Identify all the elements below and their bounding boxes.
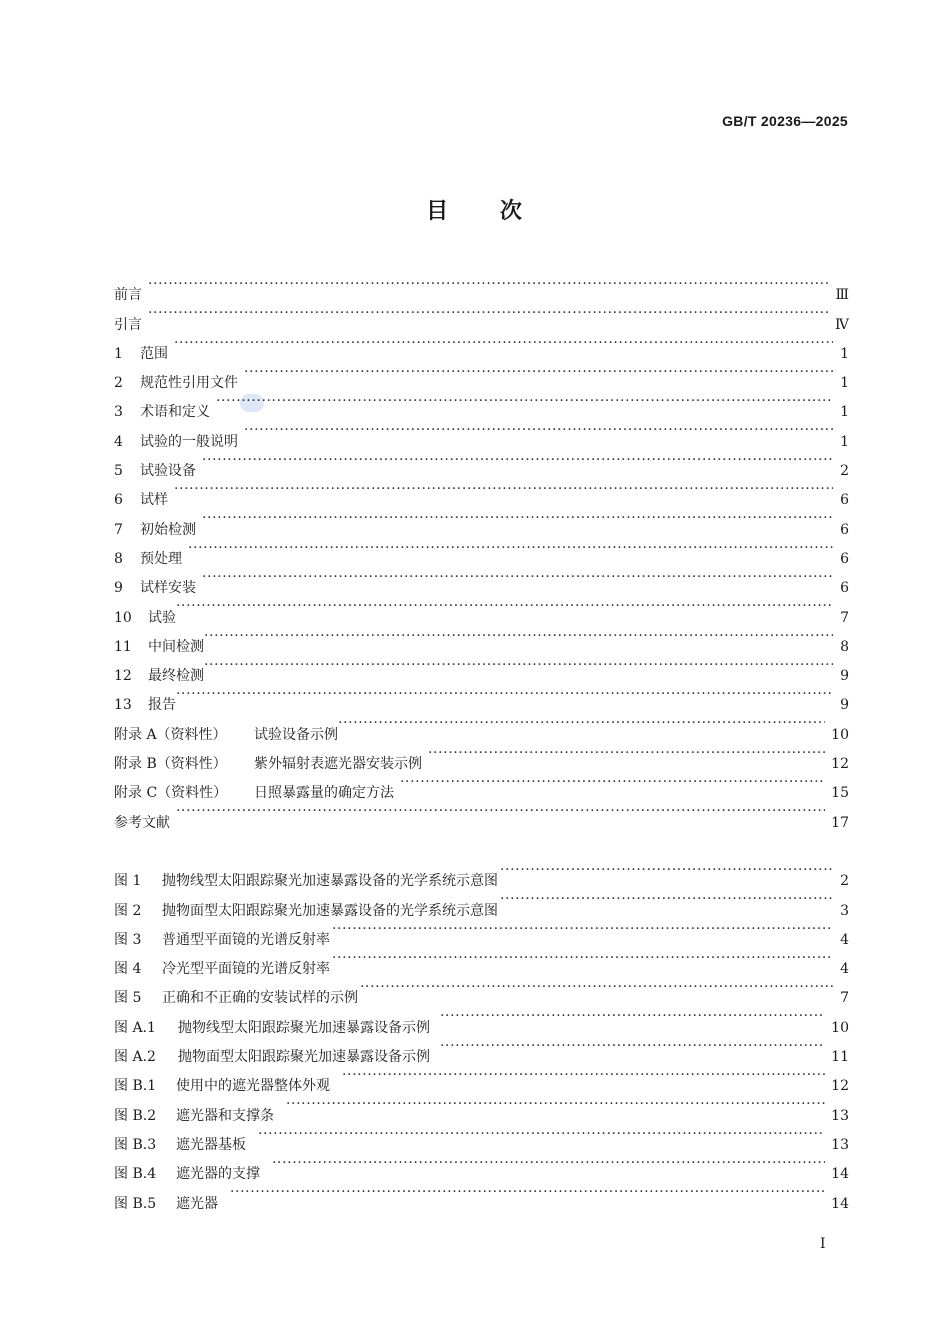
figure-item-number: 图 5 — [114, 990, 142, 1007]
page-title: 目 次 — [426, 199, 524, 224]
toc-leader-dots — [258, 1120, 825, 1149]
toc-item-label: 前言 — [114, 287, 142, 304]
toc-item-number: 11 — [114, 638, 132, 655]
toc-item[interactable] — [114, 329, 849, 362]
figure-item-label: 遮光器基板 — [176, 1136, 246, 1153]
figure-item-number: 图 4 — [114, 961, 142, 978]
figure-item-number: 图 B.3 — [114, 1136, 157, 1153]
toc-item-label: 初始检测 — [140, 521, 196, 538]
toc-item-label: 紫外辐射表遮光器安装示例 — [254, 756, 422, 773]
toc-leader-dots — [332, 944, 833, 973]
toc-item-label: 规范性引用文件 — [140, 375, 238, 392]
toc-item-page: 8 — [840, 638, 849, 655]
figure-item[interactable] — [114, 856, 849, 890]
figure-item-page: 2 — [840, 873, 849, 890]
figure-item-label: 使用中的遮光器整体外观 — [176, 1078, 330, 1095]
toc-item[interactable] — [114, 446, 849, 480]
toc-leader-dots — [500, 885, 833, 914]
toc-leader-dots — [244, 358, 833, 387]
toc-leader-dots — [230, 1178, 825, 1207]
figure-item-number: 图 B.4 — [114, 1166, 157, 1183]
toc-leader-dots — [188, 534, 833, 563]
toc-item-label: 术语和定义 — [140, 404, 210, 421]
toc-item[interactable] — [114, 299, 849, 333]
toc-item-page: 6 — [840, 492, 849, 509]
figure-item-number: 图 B.1 — [114, 1078, 157, 1095]
standard-code: GB/T 20236—2025 — [722, 113, 848, 129]
toc-item-page: 9 — [840, 668, 849, 685]
toc-item-label: 最终检测 — [148, 668, 204, 685]
toc-leader-dots — [202, 563, 833, 592]
toc-item-number: 附录 B（资料性） — [114, 756, 227, 773]
toc-item-page: 1 — [840, 375, 849, 392]
toc-leader-dots — [176, 592, 833, 621]
toc-item-label: 试验设备 — [140, 463, 196, 480]
toc-item-page: 6 — [840, 521, 849, 538]
toc-list — [114, 270, 849, 831]
toc-item[interactable] — [114, 680, 849, 714]
toc-leader-dots — [338, 709, 825, 738]
figure-item-label: 遮光器 — [176, 1195, 218, 1212]
toc-item[interactable] — [114, 270, 849, 304]
toc-item-number: 9 — [114, 580, 123, 597]
figure-item-label: 普通型平面镜的光谱反射率 — [162, 931, 330, 948]
toc-item-page: 6 — [840, 580, 849, 597]
toc-leader-dots — [500, 856, 833, 885]
figure-item-page: 13 — [831, 1107, 849, 1124]
toc-item-page: Ⅲ — [835, 287, 849, 304]
toc-leader-dots — [176, 797, 825, 826]
figure-item-number: 图 B.5 — [114, 1195, 157, 1212]
toc-item[interactable] — [114, 651, 849, 685]
toc-item-label: 引言 — [114, 316, 142, 333]
toc-item[interactable] — [114, 797, 849, 831]
figure-item-page: 10 — [831, 1019, 849, 1036]
figure-item-number: 图 B.2 — [114, 1107, 157, 1124]
figure-item-label: 遮光器和支撑条 — [176, 1107, 274, 1124]
toc-item[interactable] — [114, 592, 849, 626]
figure-item-page: 12 — [831, 1078, 849, 1095]
toc-item-label: 预处理 — [140, 550, 182, 567]
figure-item-number: 图 3 — [114, 931, 142, 948]
toc-item-page: 6 — [840, 550, 849, 567]
toc-leader-dots — [332, 915, 833, 944]
toc-leader-dots — [286, 1090, 825, 1119]
toc-item-number: 4 — [114, 433, 123, 450]
toc-item-number: 12 — [114, 668, 132, 685]
toc-item-page: Ⅳ — [835, 316, 849, 333]
toc-item-page: 17 — [831, 814, 849, 831]
toc-item[interactable] — [114, 563, 849, 597]
toc-item-label: 日照暴露量的确定方法 — [254, 785, 394, 802]
figure-item-label: 抛物线型太阳跟踪聚光加速暴露设备的光学系统示意图 — [162, 873, 498, 890]
toc-item-page: 2 — [840, 463, 849, 480]
figure-item-page: 7 — [840, 990, 849, 1007]
figure-list — [114, 856, 849, 1212]
toc-leader-dots — [176, 680, 833, 709]
figure-item-number: 图 1 — [114, 873, 142, 890]
figure-item-page: 13 — [831, 1136, 849, 1153]
figure-item-label: 抛物面型太阳跟踪聚光加速暴露设备示例 — [178, 1049, 430, 1066]
figure-item-page: 3 — [840, 902, 849, 919]
toc-item-label: 试验 — [148, 609, 176, 626]
toc-item[interactable] — [114, 358, 849, 392]
toc-item-label: 试验设备示例 — [254, 726, 338, 743]
page-number: I — [820, 1236, 826, 1252]
toc-item-number: 5 — [114, 463, 123, 480]
figure-item-page: 4 — [840, 931, 849, 948]
toc-item[interactable] — [114, 709, 849, 743]
toc-item[interactable] — [114, 534, 849, 567]
toc-item-number: 3 — [114, 404, 123, 421]
toc-item-label: 试验的一般说明 — [140, 433, 238, 450]
figure-item-number: 图 A.1 — [114, 1019, 156, 1036]
toc-item-page: 9 — [840, 697, 849, 714]
toc-item-label: 中间检测 — [148, 638, 204, 655]
toc-leader-dots — [204, 622, 833, 651]
toc-item-number: 7 — [114, 521, 123, 538]
toc-item[interactable] — [114, 622, 849, 655]
toc-item-number: 13 — [114, 697, 132, 714]
toc-item[interactable] — [114, 475, 849, 509]
figure-item-page: 14 — [831, 1195, 849, 1212]
toc-leader-dots — [204, 651, 833, 680]
toc-item-number: 1 — [114, 345, 123, 362]
toc-item[interactable] — [114, 416, 849, 450]
toc-leader-dots — [360, 973, 833, 1002]
toc-leader-dots — [148, 299, 829, 328]
toc-leader-dots — [272, 1149, 825, 1178]
toc-leader-dots — [148, 270, 829, 299]
toc-item-label: 试样 — [140, 492, 168, 509]
toc-item-page: 7 — [840, 609, 849, 626]
toc-item[interactable] — [114, 387, 849, 421]
toc-leader-dots — [216, 387, 833, 416]
figure-item-label: 遮光器的支撑 — [176, 1166, 260, 1183]
toc-item-page: 12 — [831, 756, 849, 773]
toc-item-number: 附录 C（资料性） — [114, 785, 228, 802]
toc-item-number: 10 — [114, 609, 132, 626]
toc-leader-dots — [174, 475, 833, 504]
toc-item-page: 1 — [840, 433, 849, 450]
toc-leader-dots — [244, 416, 833, 445]
toc-leader-dots — [174, 329, 833, 358]
toc-item-number: 8 — [114, 550, 123, 567]
toc-item-page: 10 — [831, 726, 849, 743]
toc-leader-dots — [202, 446, 833, 475]
figure-item-label: 正确和不正确的安装试样的示例 — [162, 990, 358, 1007]
figure-item-page: 11 — [831, 1049, 849, 1066]
figure-item-page: 14 — [831, 1166, 849, 1183]
toc-item[interactable] — [114, 504, 849, 538]
figure-item-page: 4 — [840, 961, 849, 978]
toc-item-label: 范围 — [140, 345, 168, 362]
figure-item-label: 抛物面型太阳跟踪聚光加速暴露设备的光学系统示意图 — [162, 902, 498, 919]
figure-item-label: 抛物线型太阳跟踪聚光加速暴露设备示例 — [178, 1019, 430, 1036]
toc-leader-dots — [400, 768, 825, 797]
toc-item-label: 试样安装 — [140, 580, 196, 597]
toc-item-page: 1 — [840, 345, 849, 362]
toc-leader-dots — [428, 739, 825, 768]
figure-item-number: 图 2 — [114, 902, 142, 919]
toc-item-page: 1 — [840, 404, 849, 421]
figure-item-number: 图 A.2 — [114, 1049, 156, 1066]
toc-item-label: 参考文献 — [114, 814, 170, 831]
toc-item-number: 附录 A（资料性） — [114, 726, 227, 743]
toc-leader-dots — [440, 1032, 825, 1061]
toc-item-number: 6 — [114, 492, 123, 509]
figure-item-label: 冷光型平面镜的光谱反射率 — [162, 961, 330, 978]
toc-leader-dots — [342, 1061, 825, 1090]
toc-item-page: 15 — [831, 785, 849, 802]
toc-item-number: 2 — [114, 375, 123, 392]
toc-leader-dots — [440, 1002, 825, 1031]
toc-leader-dots — [202, 504, 833, 533]
toc-item-label: 报告 — [148, 697, 176, 714]
